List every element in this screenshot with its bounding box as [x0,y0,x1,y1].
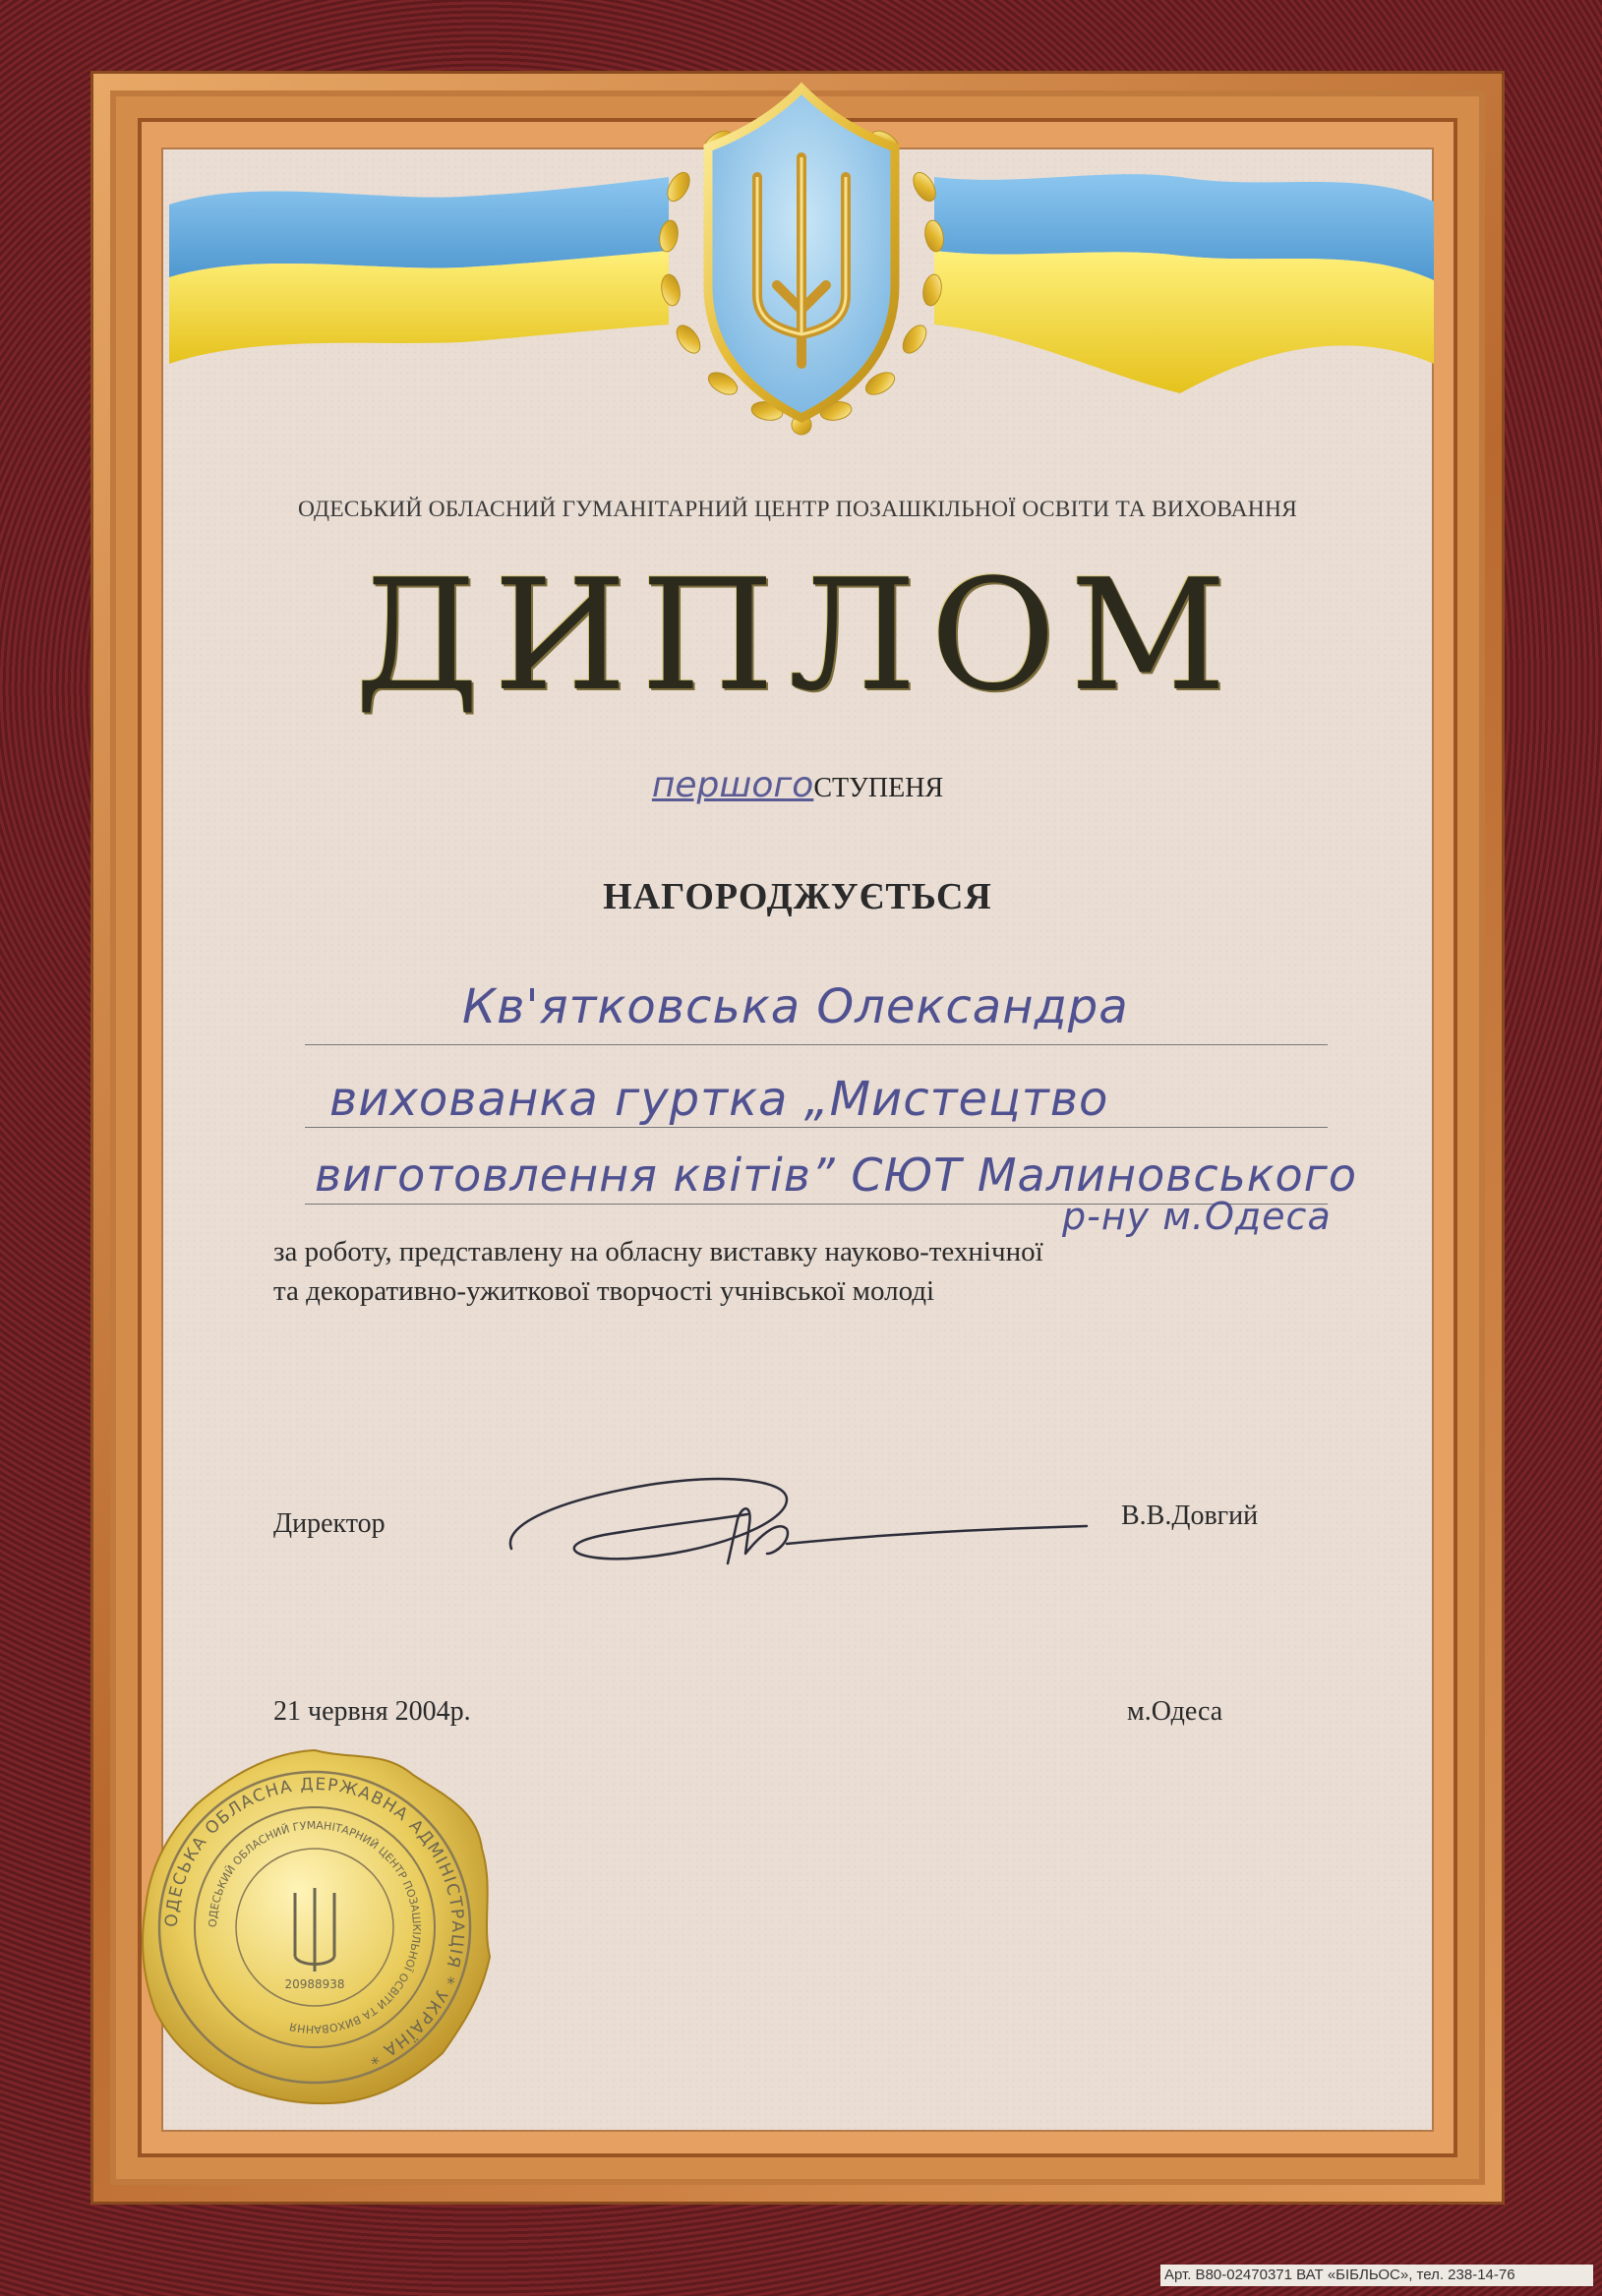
issue-city: м.Одеса [1127,1696,1223,1727]
director-label: Директор [273,1508,386,1539]
recipient-line-2: вихованка гуртка „Мистецтво [329,1072,1109,1127]
recipient-line-4: р-ну м.Одеса [1062,1195,1332,1238]
trident-crest-icon [639,39,964,452]
awarded-label: НАГОРОДЖУЄТЬСЯ [603,876,992,917]
recipient-rule-1 [305,1044,1328,1045]
degree-printed: СТУПЕНЯ [813,773,944,803]
degree-handwritten: першого [651,765,814,805]
reason-line-1: за роботу, представлену на обласну виставку науково-технічної [273,1236,1043,1267]
seal-inner-text: ОДЕСЬКИЙ ОБЛАСНИЙ ГУМАНІТАРНИЙ ЦЕНТР ПОЗАШКІЛЬНОЇ ОСВІТИ ТА ВИХОВАННЯ [206,1818,424,2036]
director-name: В.В.Довгий [1121,1501,1259,1531]
degree-line [161,765,1434,805]
recipient-rule-2 [305,1127,1328,1128]
issue-date: 21 червня 2004р. [273,1696,471,1727]
seal-code: 20988938 [284,1977,345,1991]
official-seal [128,1740,502,2114]
recipient-line-3: виготовлення квітів” СЮТ Малиновського [315,1148,1357,1202]
print-footnote: Арт. В80-02470371 ВАТ «БІБЛЬОС», тел. 238-14-76 [1160,2265,1593,2286]
diploma-title: ДИПЛОМ [354,546,1241,725]
reason-line-2: та декоративно-ужиткової творчості учнівської молоді [273,1275,935,1307]
organization-name: ОДЕСЬКИЙ ОБЛАСНИЙ ГУМАНІТАРНИЙ ЦЕНТР ПОЗАШКІЛЬНОЇ ОСВІТИ ТА ВИХОВАННЯ [297,497,1298,522]
director-signature [492,1445,1101,1583]
seal-outer-text: ОДЕСЬКА ОБЛАСНА ДЕРЖАВНА АДМІНІСТРАЦІЯ * УКРАЇНА * [161,1774,468,2069]
recipient-name: Кв'ятковська Олександра [462,979,1129,1034]
